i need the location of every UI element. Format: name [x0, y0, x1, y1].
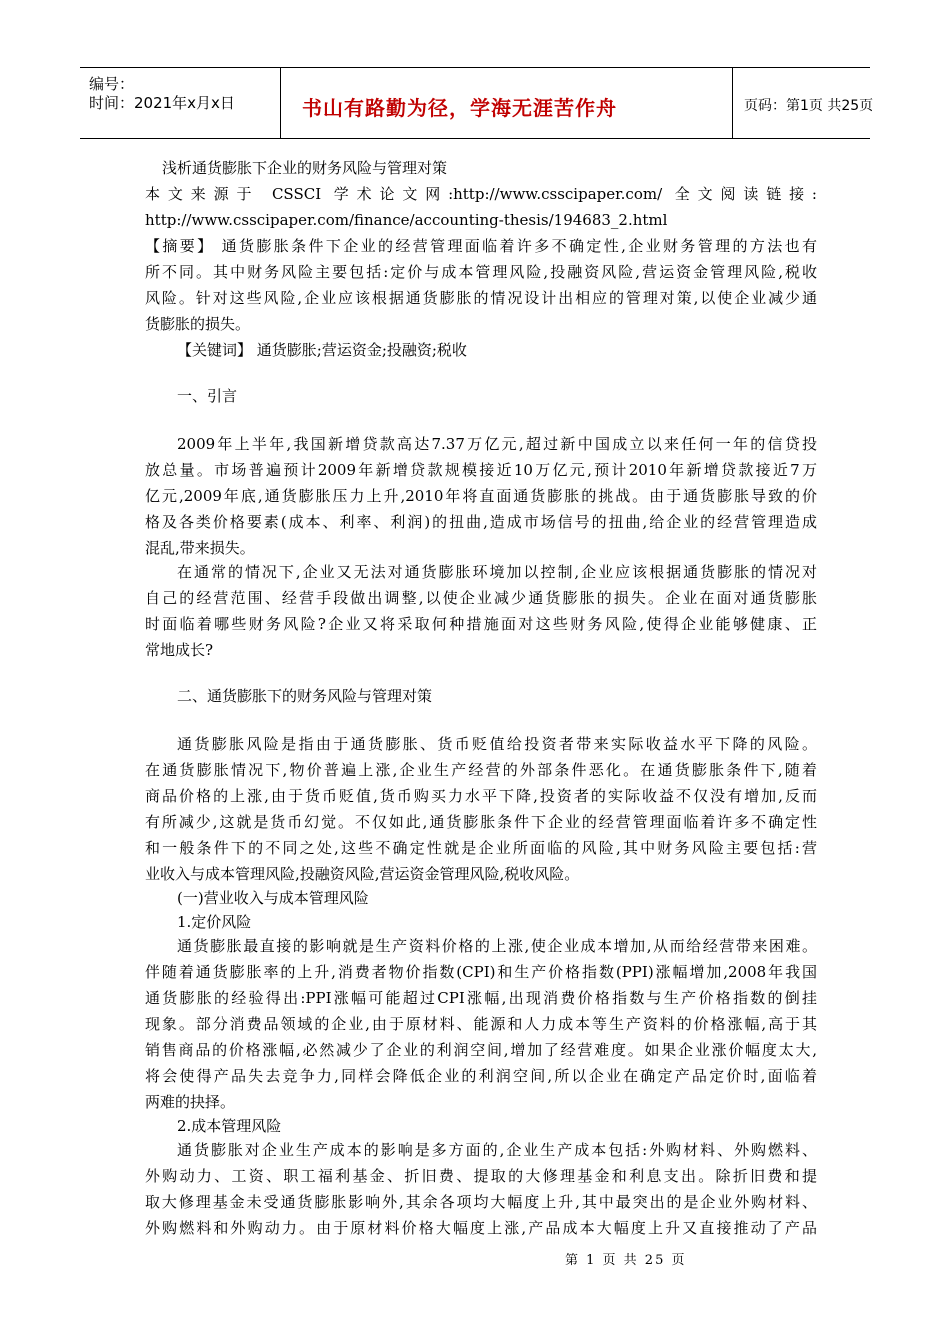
paragraph-line: 取大修理基金未受通货膨胀影响外,其余各项均大幅度上升,其中最突出的是企业外购材料、 [145, 1193, 817, 1211]
abstract-line: 货膨胀的损失。 [145, 315, 251, 333]
paragraph-line: 在通货膨胀情况下,物价普遍上涨,企业生产经营的外部条件恶化。在通货膨胀条件下,随着 [145, 761, 817, 779]
paragraph-line: 格及各类价格要素(成本、利率、利润)的扭曲,造成市场信号的扭曲,给企业的经营管理造成 [145, 513, 817, 531]
abstract-line: 所不同。其中财务风险主要包括:定价与成本管理风险,投融资风险,营运资金管理风险,税收 [145, 263, 817, 281]
header-page-cell [732, 68, 874, 138]
paragraph-line: 通货膨胀的经验得出:PPI涨幅可能超过CPI涨幅,出现消费价格指数与生产价格指数的倒挂 [145, 989, 817, 1007]
paragraph-line: 伴随着通货膨胀率的上升,消费者物价指数(CPI)和生产价格指数(PPI)涨幅增加,2008年我国 [145, 963, 817, 981]
paragraph-line: 现象。部分消费品领域的企业,由于原材料、能源和人力成本等生产资料的价格涨幅,高于其 [145, 1015, 817, 1033]
page-footer: 第 1 页 共 25 页 [565, 1253, 687, 1268]
paragraph-line: 自己的经营范围、经营手段做出调整,以使企业减少通货膨胀的损失。企业在面对通货膨胀 [145, 589, 817, 607]
paragraph-line: 有所减少,这就是货币幻觉。不仅如此,通货膨胀条件下企业的经营管理面临着许多不确定性 [145, 813, 817, 831]
paragraph-line: 两难的抉择。 [145, 1093, 236, 1111]
paragraph-line: 常地成长? [145, 641, 214, 659]
section-heading: 二、通货膨胀下的财务风险与管理对策 [177, 687, 433, 705]
abstract-line: 【摘要】 通货膨胀条件下企业的经营管理面临着许多不确定性,企业财务管理的方法也有 [145, 237, 817, 255]
header-meta-cell [80, 68, 281, 138]
paragraph-line: 外购燃料和外购动力。由于原材料价格大幅度上涨,产品成本大幅度上升又直接推动了产品 [145, 1219, 817, 1237]
paragraph-line: 时面临着哪些财务风险?企业又将采取何种措施面对这些财务风险,使得企业能够健康、正 [145, 615, 817, 633]
paragraph-line: 和一般条件下的不同之处,这些不确定性就是企业所面临的风险,其中财务风险主要包括:营 [145, 839, 817, 857]
header-motto: 书山有路勤为径，学海无涯苦作舟 [302, 96, 617, 120]
paragraph-line: 混乱,带来损失。 [145, 539, 255, 557]
paragraph-line: 亿元,2009年底,通货膨胀压力上升,2010年将直面通货膨胀的挑战。由于通货膨胀导致的价 [145, 487, 817, 505]
document-header [80, 67, 874, 139]
subsection-heading: (一)营业收入与成本管理风险 [177, 889, 369, 907]
paragraph-line: 将会使得产品失去竞争力,同样会降低企业的利润空间,所以企业在确定产品定价时,面临着 [145, 1067, 817, 1085]
item-heading: 2.成本管理风险 [177, 1117, 282, 1135]
time-label: 时间：2021年x月x日 [89, 94, 235, 112]
paragraph-line: 在通常的情况下,企业又无法对通货膨胀环境加以控制,企业应该根据通货膨胀的情况对 [177, 563, 817, 581]
item-heading: 1.定价风险 [177, 913, 252, 931]
section-heading: 一、引言 [177, 387, 238, 405]
page-info: 页码：第1页 共25页 [744, 98, 874, 114]
paragraph-line: 放总量。市场普遍预计2009年新增贷款规模接近10万亿元,预计2010年新增贷款接近7万 [145, 461, 817, 479]
paragraph-line: 通货膨胀对企业生产成本的影响是多方面的,企业生产成本包括:外购材料、外购燃料、 [177, 1141, 817, 1159]
abstract-line: 风险。针对这些风险,企业应该根据通货膨胀的情况设计出相应的管理对策,以使企业减少通 [145, 289, 817, 307]
paragraph-line: 外购动力、工资、职工福利基金、折旧费、提取的大修理基金和利息支出。除折旧费和提 [145, 1167, 817, 1185]
paragraph-line: 业收入与成本管理风险,投融资风险,营运资金管理风险,税收风险。 [145, 865, 580, 883]
keywords: 【关键词】 通货膨胀;营运资金;投融资;税收 [177, 341, 467, 359]
article-title: 浅析通货膨胀下企业的财务风险与管理对策 [162, 159, 448, 177]
source-url[interactable]: http://www.csscipaper.com/finance/accounting-thesis/194683_2.html [145, 211, 668, 229]
paragraph-line: 2009年上半年,我国新增贷款高达7.37万亿元,超过新中国成立以来任何一年的信贷投 [177, 435, 817, 453]
paragraph-line: 通货膨胀最直接的影响就是生产资料价格的上涨,使企业成本增加,从而给经营带来困难。 [177, 937, 817, 955]
paragraph-line: 通货膨胀风险是指由于通货膨胀、货币贬值给投资者带来实际收益水平下降的风险。 [177, 735, 817, 753]
number-label: 编号： [89, 75, 135, 93]
source-line: 本文来源于 CSSCI 学术论文网:http://www.csscipaper.com/ 全文阅读链接: [145, 185, 817, 203]
paragraph-line: 销售商品的价格涨幅,必然减少了企业的利润空间,增加了经营难度。如果企业涨价幅度太大, [145, 1041, 817, 1059]
paragraph-line: 商品价格的上涨,由于货币贬值,货币购买力水平下降,投资者的实际收益不仅没有增加,反而 [145, 787, 817, 805]
header-motto-cell [280, 68, 733, 138]
